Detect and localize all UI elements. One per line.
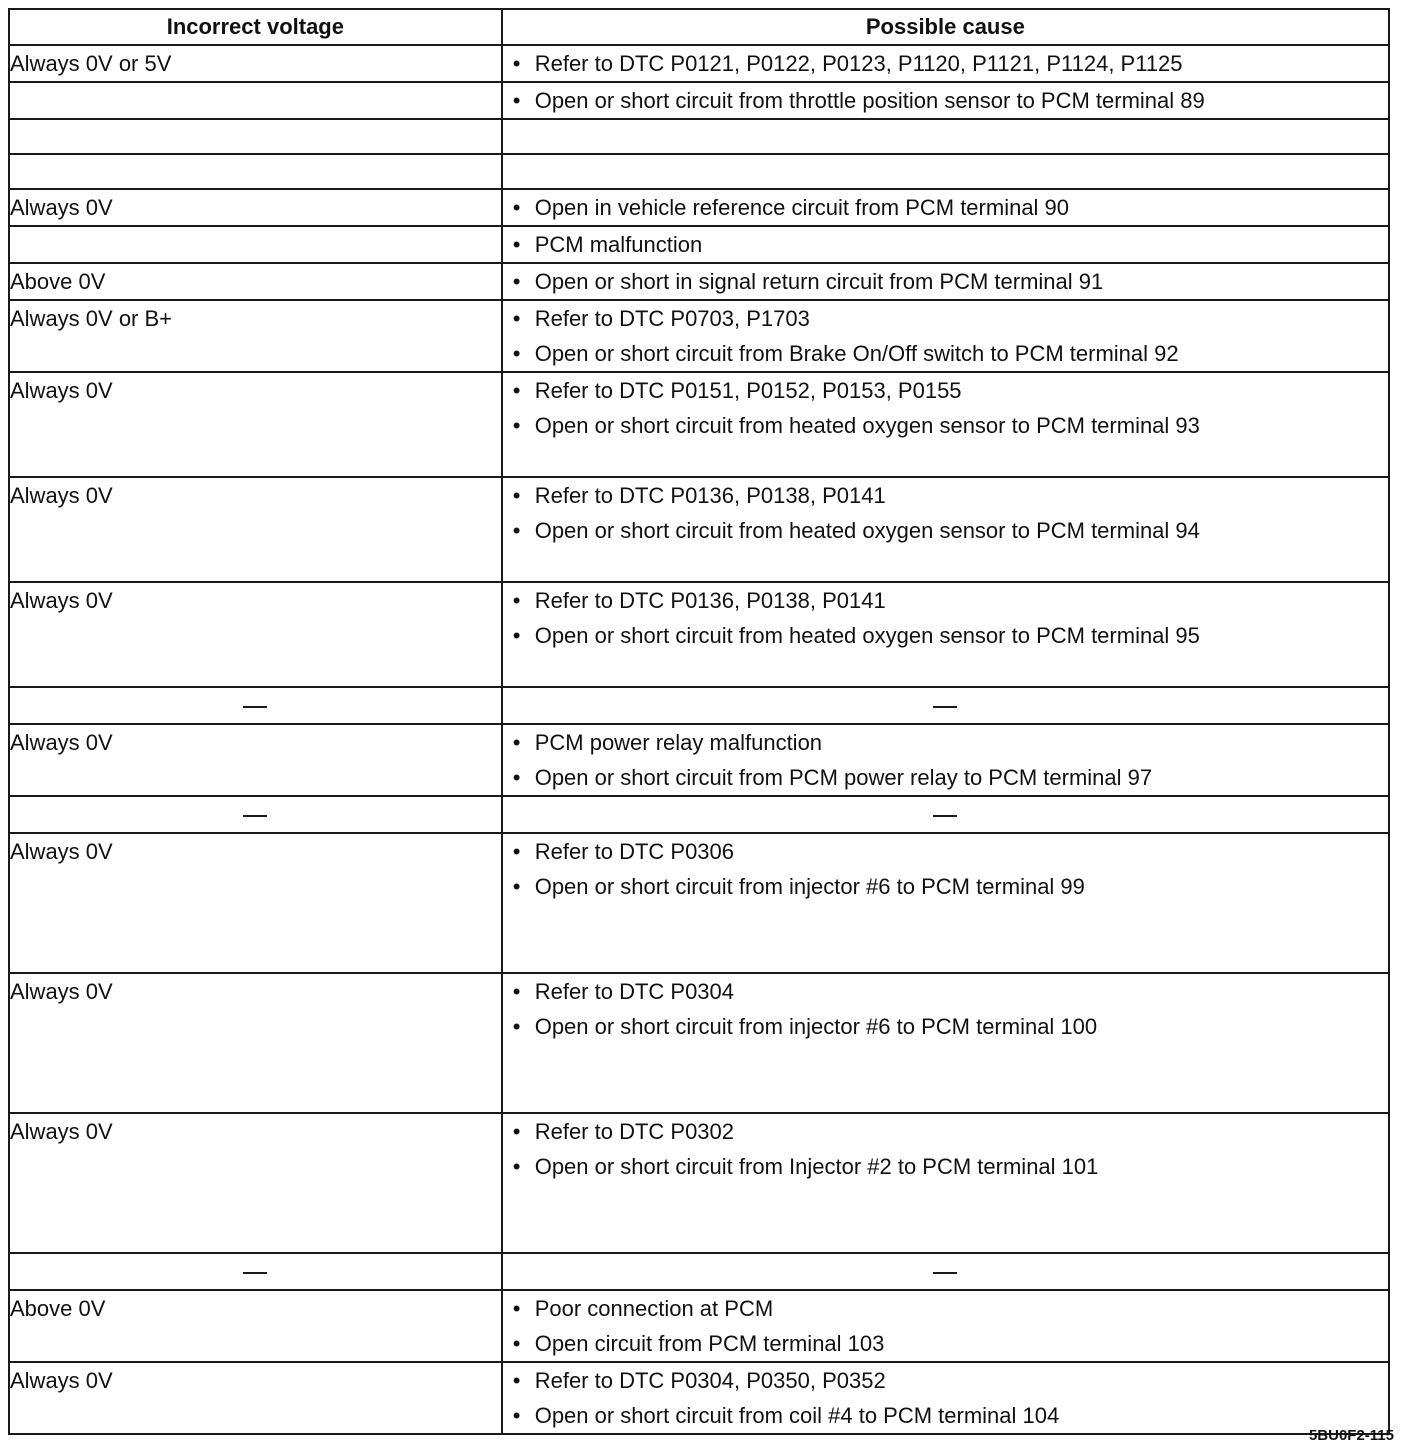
header-possible-cause: Possible cause bbox=[502, 9, 1389, 45]
cause-item bbox=[503, 1114, 1388, 1149]
cause-cell bbox=[502, 833, 1389, 973]
table-row bbox=[9, 263, 1389, 300]
voltage-cell: Always 0V bbox=[9, 973, 502, 1113]
table-row bbox=[9, 300, 1389, 372]
voltage-cell: Always 0V bbox=[9, 372, 502, 477]
cause-item bbox=[503, 301, 1388, 336]
cause-item bbox=[503, 227, 1388, 262]
voltage-cell: Above 0V bbox=[9, 1290, 502, 1362]
cause-text: Refer to DTC P0703, P1703 bbox=[534, 306, 810, 331]
cause-text: Refer to DTC P0302 bbox=[534, 1119, 735, 1144]
voltage-cell-empty bbox=[9, 687, 502, 724]
dash-mark bbox=[243, 1272, 267, 1274]
voltage-cell: Always 0V bbox=[9, 477, 502, 582]
bullet-icon: • bbox=[512, 765, 521, 790]
voltage-cell bbox=[9, 226, 502, 263]
bullet-icon: • bbox=[512, 1368, 521, 1393]
voltage-cell bbox=[9, 119, 502, 154]
dash-mark bbox=[933, 706, 957, 708]
bullet-icon: • bbox=[512, 623, 521, 648]
cause-cell bbox=[502, 973, 1389, 1113]
table-row bbox=[9, 1253, 1389, 1290]
cause-text: PCM power relay malfunction bbox=[534, 730, 823, 755]
voltage-cell: Always 0V or B+ bbox=[9, 300, 502, 372]
cause-text: Refer to DTC P0151, P0152, P0153, P0155 bbox=[534, 378, 962, 403]
cause-text: Open or short circuit from Brake On/Off switch to PCM terminal 92 bbox=[534, 341, 1179, 366]
table-row bbox=[9, 1362, 1389, 1434]
table-row bbox=[9, 687, 1389, 724]
voltage-cell: Always 0V bbox=[9, 833, 502, 973]
table-row bbox=[9, 582, 1389, 687]
cause-text: Refer to DTC P0306 bbox=[534, 839, 735, 864]
bullet-icon: • bbox=[512, 195, 521, 220]
cause-text: Refer to DTC P0136, P0138, P0141 bbox=[534, 483, 886, 508]
cause-cell bbox=[502, 189, 1389, 226]
table-row bbox=[9, 226, 1389, 263]
cause-cell-empty bbox=[502, 687, 1389, 724]
voltage-cell: Always 0V bbox=[9, 724, 502, 796]
cause-cell bbox=[502, 477, 1389, 582]
bullet-icon: • bbox=[512, 1119, 521, 1144]
bullet-icon: • bbox=[512, 51, 521, 76]
cause-item bbox=[503, 1009, 1388, 1044]
bullet-icon: • bbox=[512, 1154, 521, 1179]
voltage-cell: Always 0V bbox=[9, 1113, 502, 1253]
table-row bbox=[9, 82, 1389, 119]
cause-text: Open or short circuit from throttle position sensor to PCM terminal 89 bbox=[534, 88, 1205, 113]
cause-item bbox=[503, 583, 1388, 618]
table-row bbox=[9, 1290, 1389, 1362]
voltage-cell: Above 0V bbox=[9, 263, 502, 300]
table-row bbox=[9, 796, 1389, 833]
cause-text: Open or short circuit from PCM power relay to PCM terminal 97 bbox=[534, 765, 1153, 790]
cause-text: Open or short in signal return circuit from PCM terminal 91 bbox=[534, 269, 1104, 294]
voltage-cell: Always 0V or 5V bbox=[9, 45, 502, 82]
cause-item bbox=[503, 869, 1388, 904]
bullet-icon: • bbox=[512, 413, 521, 438]
bullet-icon: • bbox=[512, 232, 521, 257]
bullet-icon: • bbox=[512, 378, 521, 403]
cause-text: Refer to DTC P0304, P0350, P0352 bbox=[534, 1368, 886, 1393]
table-row bbox=[9, 477, 1389, 582]
bullet-icon: • bbox=[512, 88, 521, 113]
cause-cell bbox=[502, 1113, 1389, 1253]
cause-item bbox=[503, 725, 1388, 760]
cause-text: Refer to DTC P0136, P0138, P0141 bbox=[534, 588, 886, 613]
bullet-icon: • bbox=[512, 1331, 521, 1356]
bullet-icon: • bbox=[512, 306, 521, 331]
table-row bbox=[9, 45, 1389, 82]
voltage-cell: Always 0V bbox=[9, 1362, 502, 1434]
cause-text: Open or short circuit from heated oxygen sensor to PCM terminal 95 bbox=[534, 623, 1200, 648]
cause-cell-empty bbox=[502, 796, 1389, 833]
cause-cell bbox=[502, 119, 1389, 154]
table-row bbox=[9, 1113, 1389, 1253]
bullet-icon: • bbox=[512, 1014, 521, 1039]
cause-item bbox=[503, 1149, 1388, 1184]
voltage-cell bbox=[9, 154, 502, 189]
cause-item bbox=[503, 974, 1388, 1009]
header-incorrect-voltage: Incorrect voltage bbox=[9, 9, 502, 45]
terminal-voltage-table bbox=[8, 8, 1390, 1435]
bullet-icon: • bbox=[512, 341, 521, 366]
cause-item bbox=[503, 408, 1388, 443]
table-row bbox=[9, 189, 1389, 226]
cause-item bbox=[503, 336, 1388, 371]
bullet-icon: • bbox=[512, 588, 521, 613]
dash-mark bbox=[243, 706, 267, 708]
cause-text: Open circuit from PCM terminal 103 bbox=[534, 1331, 885, 1356]
cause-item bbox=[503, 1398, 1388, 1433]
cause-item bbox=[503, 373, 1388, 408]
cause-cell bbox=[502, 226, 1389, 263]
cause-text: Open or short circuit from injector #6 to PCM terminal 99 bbox=[534, 874, 1085, 899]
cause-cell bbox=[502, 154, 1389, 189]
table-row bbox=[9, 154, 1389, 189]
table-body bbox=[9, 45, 1389, 1434]
cause-cell bbox=[502, 1362, 1389, 1434]
bullet-icon: • bbox=[512, 874, 521, 899]
table-row bbox=[9, 119, 1389, 154]
voltage-cell-empty bbox=[9, 796, 502, 833]
dash-mark bbox=[243, 815, 267, 817]
cause-cell bbox=[502, 582, 1389, 687]
cause-item bbox=[503, 760, 1388, 795]
cause-text: Open or short circuit from coil #4 to PCM terminal 104 bbox=[534, 1403, 1060, 1428]
bullet-icon: • bbox=[512, 839, 521, 864]
figure-id: 5BU0F2-115 bbox=[1308, 1427, 1394, 1444]
voltage-cell: Always 0V bbox=[9, 582, 502, 687]
table-row bbox=[9, 973, 1389, 1113]
bullet-icon: • bbox=[512, 1403, 521, 1428]
cause-text: Open or short circuit from Injector #2 to PCM terminal 101 bbox=[534, 1154, 1099, 1179]
bullet-icon: • bbox=[512, 269, 521, 294]
cause-text: Open or short circuit from heated oxygen sensor to PCM terminal 94 bbox=[534, 518, 1200, 543]
dash-mark bbox=[933, 1272, 957, 1274]
bullet-icon: • bbox=[512, 1296, 521, 1321]
cause-item bbox=[503, 1291, 1388, 1326]
cause-item bbox=[503, 264, 1388, 299]
cause-text: PCM malfunction bbox=[534, 232, 703, 257]
cause-cell bbox=[502, 300, 1389, 372]
cause-cell bbox=[502, 724, 1389, 796]
dash-mark bbox=[933, 815, 957, 817]
cause-cell bbox=[502, 82, 1389, 119]
bullet-icon: • bbox=[512, 979, 521, 1004]
cause-text: Refer to DTC P0121, P0122, P0123, P1120, P1121, P1124, P1125 bbox=[534, 51, 1183, 76]
table-row bbox=[9, 724, 1389, 796]
table-row bbox=[9, 833, 1389, 973]
cause-item bbox=[503, 190, 1388, 225]
voltage-cell: Always 0V bbox=[9, 189, 502, 226]
cause-item bbox=[503, 618, 1388, 653]
bullet-icon: • bbox=[512, 730, 521, 755]
cause-item bbox=[503, 1326, 1388, 1361]
cause-text: Open in vehicle reference circuit from PCM terminal 90 bbox=[534, 195, 1070, 220]
cause-cell bbox=[502, 263, 1389, 300]
table-row bbox=[9, 372, 1389, 477]
cause-item bbox=[503, 83, 1388, 118]
cause-item bbox=[503, 834, 1388, 869]
bullet-icon: • bbox=[512, 483, 521, 508]
cause-text: Open or short circuit from injector #6 to PCM terminal 100 bbox=[534, 1014, 1098, 1039]
cause-cell-empty bbox=[502, 1253, 1389, 1290]
cause-cell bbox=[502, 1290, 1389, 1362]
bullet-icon: • bbox=[512, 518, 521, 543]
cause-text: Poor connection at PCM bbox=[534, 1296, 774, 1321]
voltage-cell-empty bbox=[9, 1253, 502, 1290]
cause-text: Open or short circuit from heated oxygen sensor to PCM terminal 93 bbox=[534, 413, 1200, 438]
voltage-cell bbox=[9, 82, 502, 119]
cause-item bbox=[503, 1363, 1388, 1398]
cause-item bbox=[503, 46, 1388, 81]
cause-cell bbox=[502, 372, 1389, 477]
cause-cell bbox=[502, 45, 1389, 82]
cause-item bbox=[503, 478, 1388, 513]
cause-text: Refer to DTC P0304 bbox=[534, 979, 735, 1004]
header-row bbox=[9, 9, 1389, 45]
cause-item bbox=[503, 513, 1388, 548]
